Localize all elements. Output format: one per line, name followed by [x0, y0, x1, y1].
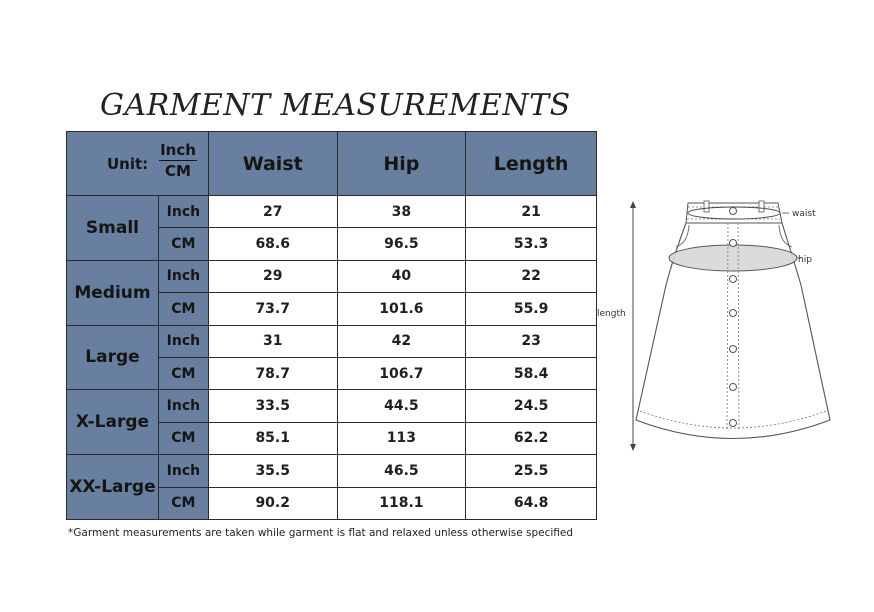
button	[730, 208, 737, 215]
measurement-cell: 90.2	[208, 487, 337, 519]
button	[730, 384, 737, 391]
unit-label-cm: CM	[158, 357, 208, 389]
length-arrow-top	[630, 201, 636, 208]
measurement-cell: 29	[208, 260, 337, 292]
measurement-cell: 25.5	[466, 455, 597, 487]
measurement-cell: 64.8	[466, 487, 597, 519]
column-header-length: Length	[466, 132, 597, 196]
a-line-skirt-icon	[596, 195, 846, 455]
unit-label-cm: CM	[158, 487, 208, 519]
measurement-cell: 85.1	[208, 422, 337, 454]
measurement-cell: 68.6	[208, 228, 337, 260]
unit-fraction	[159, 141, 197, 181]
unit-inch-label: Inch	[160, 141, 196, 159]
measurement-cell: 55.9	[466, 293, 597, 325]
belt-loop	[759, 201, 764, 212]
measurement-cell: 113	[337, 422, 466, 454]
unit-header-cell	[67, 132, 209, 196]
unit-label-cm: CM	[158, 293, 208, 325]
size-label: Small	[67, 196, 159, 261]
table-row	[67, 196, 597, 228]
size-chart-table	[66, 131, 597, 520]
measurement-cell: 42	[337, 325, 466, 357]
button	[730, 420, 737, 427]
measurement-cell: 21	[466, 196, 597, 228]
hip-label: hip	[798, 255, 812, 265]
measurement-cell: 58.4	[466, 357, 597, 389]
unit-label-inch: Inch	[158, 390, 208, 422]
measurement-cell: 33.5	[208, 390, 337, 422]
button	[730, 310, 737, 317]
size-label: Medium	[67, 260, 159, 325]
unit-label-inch: Inch	[158, 455, 208, 487]
unit-cm-label: CM	[165, 162, 191, 180]
measurement-cell: 73.7	[208, 293, 337, 325]
measurement-cell: 118.1	[337, 487, 466, 519]
footnote: *Garment measurements are taken while garment is flat and relaxed unless otherwise specified	[68, 527, 574, 539]
button	[730, 276, 737, 283]
measurement-cell: 62.2	[466, 422, 597, 454]
measurement-cell: 22	[466, 260, 597, 292]
button	[730, 240, 737, 247]
unit-label: Unit:	[107, 155, 149, 173]
measurement-cell: 46.5	[337, 455, 466, 487]
measurement-cell: 31	[208, 325, 337, 357]
measurement-cell: 106.7	[337, 357, 466, 389]
measurement-cell: 44.5	[337, 390, 466, 422]
measurement-cell: 101.6	[337, 293, 466, 325]
size-label: Large	[67, 325, 159, 390]
measurement-cell: 38	[337, 196, 466, 228]
size-label: XX-Large	[67, 455, 159, 520]
length-arrow-bottom	[630, 444, 636, 451]
button	[730, 346, 737, 353]
size-label: X-Large	[67, 390, 159, 455]
measurement-cell: 24.5	[466, 390, 597, 422]
column-header-waist: Waist	[208, 132, 337, 196]
measurement-cell: 27	[208, 196, 337, 228]
hip-ellipse	[669, 245, 797, 271]
unit-label-inch: Inch	[158, 325, 208, 357]
unit-label-cm: CM	[158, 422, 208, 454]
table-row	[67, 325, 597, 357]
table-row	[67, 390, 597, 422]
skirt-diagram	[596, 195, 846, 459]
header-row	[67, 132, 597, 196]
unit-label-inch: Inch	[158, 196, 208, 228]
length-label: length	[597, 309, 626, 319]
measurement-cell: 78.7	[208, 357, 337, 389]
unit-label-inch: Inch	[158, 260, 208, 292]
measurement-cell: 53.3	[466, 228, 597, 260]
belt-loop	[704, 201, 709, 212]
measurement-cell: 96.5	[337, 228, 466, 260]
page-title: GARMENT MEASUREMENTS	[100, 88, 571, 123]
measurement-cell: 40	[337, 260, 466, 292]
table-row	[67, 455, 597, 487]
table-row	[67, 260, 597, 292]
unit-label-cm: CM	[158, 228, 208, 260]
measurement-cell: 23	[466, 325, 597, 357]
column-header-hip: Hip	[337, 132, 466, 196]
waist-label: waist	[792, 209, 816, 219]
measurement-cell: 35.5	[208, 455, 337, 487]
